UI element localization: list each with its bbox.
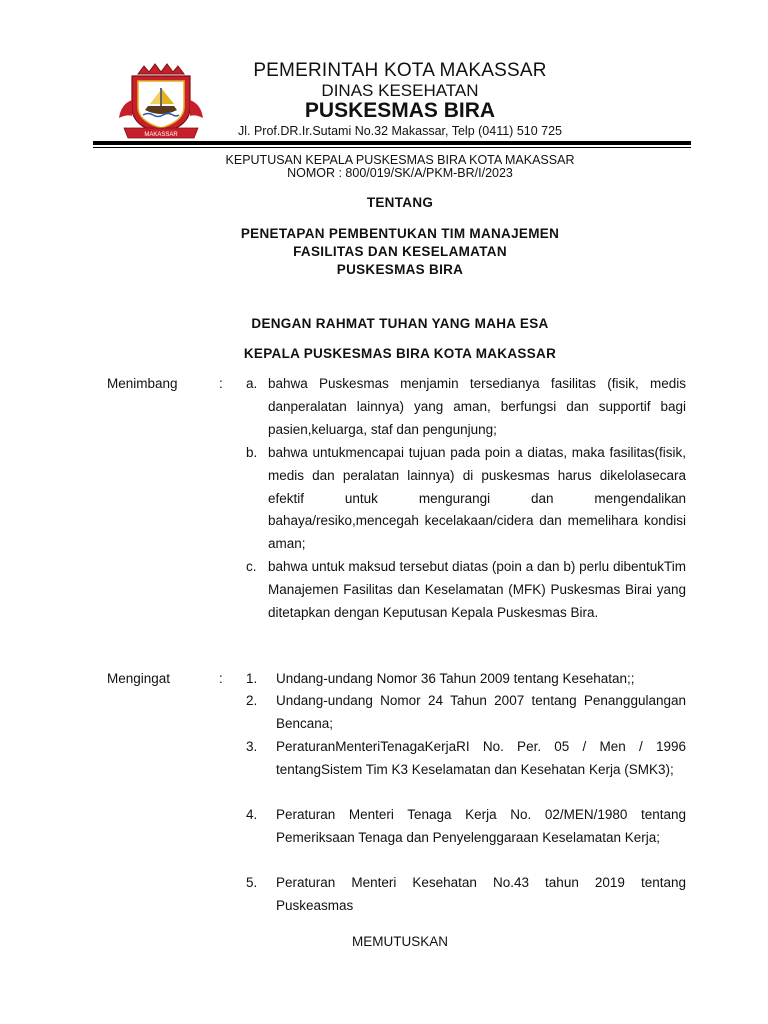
mengingat-item-5: Peraturan Menteri Kesehatan No.43 tahun 2019 tentang Puskeasmas (276, 875, 686, 913)
mengingat-label: Mengingat (107, 671, 171, 686)
subject-line-1: PENETAPAN PEMBENTUKAN TIM MANAJEMEN (240, 226, 560, 241)
mengingat-item-1: Undang-undang Nomor 36 Tahun 2009 tentang Kesehatan;; (276, 671, 635, 686)
mengingat-item-4: Peraturan Menteri Tenaga Kerja No. 02/MEN/1980 tentang Pemeriksaan Tenaga dan Penyelenggaraan Keselamatan Kerja; (276, 807, 686, 845)
mengingat-marker-1: 1. (246, 671, 258, 686)
mengingat-colon: : (219, 671, 223, 686)
memutuskan-heading: MEMUTUSKAN (351, 934, 448, 949)
mengingat-item-2: Undang-undang Nomor 24 Tahun 2007 tentang Penanggulangan Bencana; (276, 693, 686, 731)
menimbang-marker-a: a. (246, 376, 258, 391)
mengingat-marker-5: 5. (246, 875, 258, 890)
menimbang-item-b: bahwa untukmencapai tujuan pada poin a diatas, maka fasilitas(fisik, medis dan peralatan lainnya) di puskesmas harus dikelolasecara efektif untuk mengurangi dan mengendalikan bahaya/resiko,mencegah kecelakaan/cidera dan memelihara kondisi aman; (268, 445, 686, 552)
header-rule-thick (93, 141, 691, 145)
menimbang-item-a: bahwa Puskesmas menjamin tersedianya fasilitas (fisik, medis danperalatan lainnya) yang aman, berfungsi dan supportif bagi pasien,keluarga, staf dan pengunjung; (268, 376, 686, 437)
mengingat-marker-4: 4. (246, 807, 258, 822)
header-rule-thin (93, 147, 691, 148)
header-address: Jl. Prof.DR.Ir.Sutami No.32 Makassar, Telp (0411) 510 725 (238, 124, 562, 138)
tentang-heading: TENTANG (366, 195, 434, 210)
mengingat-item-3: PeraturanMenteriTenagaKerjaRI No. Per. 05 / Men / 1996 tentangSistem Tim K3 Keselamatan dan Kesehatan Kerja (SMK3); (276, 739, 686, 777)
kepala-heading: KEPALA PUSKESMAS BIRA KOTA MAKASSAR (243, 346, 557, 361)
rahmat-heading: DENGAN RAHMAT TUHAN YANG MAHA ESA (251, 316, 549, 331)
menimbang-item-c: bahwa untuk maksud tersebut diatas (poin a dan b) perlu dibentukTim Manajemen Fasilitas dan Keselamatan (MFK) Puskesmas Birai yang ditetapkan dengan Keputusan Kepala Puskesmas Bira. (268, 559, 686, 620)
logo-banner-text: MAKASSAR (144, 132, 178, 138)
menimbang-colon: : (219, 376, 223, 391)
menimbang-marker-c: c. (246, 559, 257, 574)
menimbang-label: Menimbang (107, 376, 178, 391)
header-line-department: DINAS KESEHATAN (321, 81, 479, 100)
decree-title: KEPUTUSAN KEPALA PUSKESMAS BIRA KOTA MAKASSAR (225, 153, 575, 167)
subject-line-3: PUSKESMAS BIRA (336, 262, 464, 277)
mengingat-marker-2: 2. (246, 693, 258, 708)
decree-number: NOMOR : 800/019/SK/A/PKM-BR/I/2023 (287, 166, 513, 180)
header-line-puskesmas: PUSKESMAS BIRA (304, 99, 496, 122)
menimbang-marker-b: b. (246, 445, 258, 460)
header-line-government: PEMERINTAH KOTA MAKASSAR (253, 60, 547, 81)
mengingat-marker-3: 3. (246, 739, 258, 754)
subject-line-2: FASILITAS DAN KESELAMATAN (293, 244, 507, 259)
